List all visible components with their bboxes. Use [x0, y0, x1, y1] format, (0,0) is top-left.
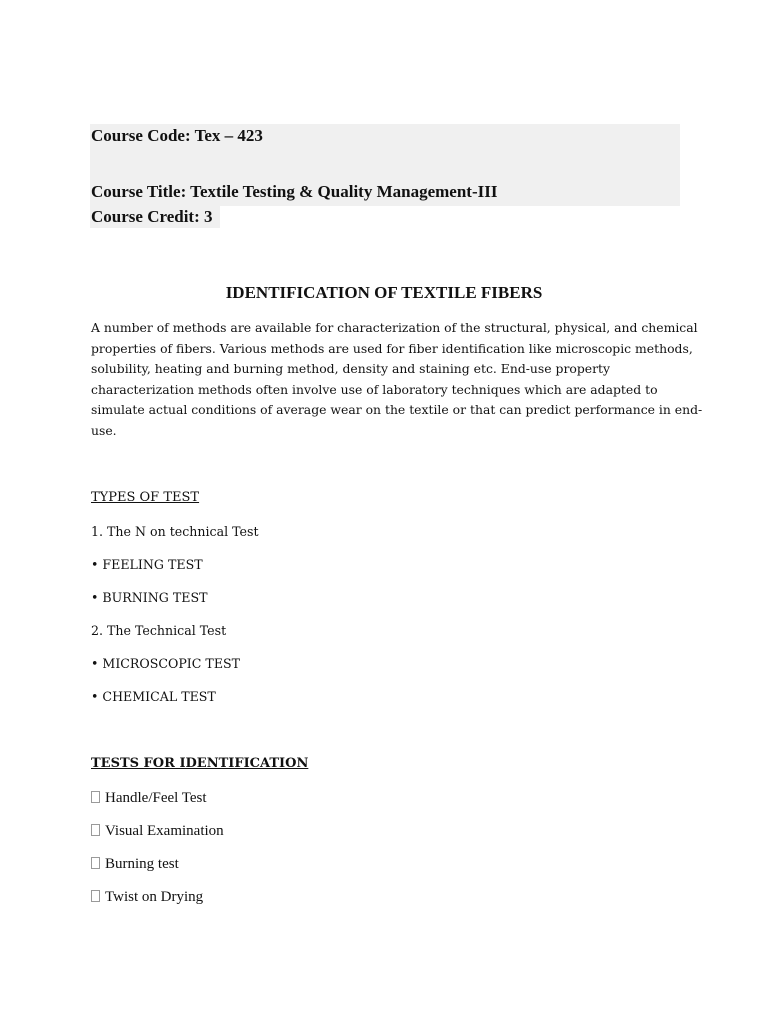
- course-title-line: [91, 182, 497, 202]
- tests-for-identification-heading: TESTS FOR IDENTIFICATION: [91, 756, 309, 771]
- checkbox-glyph-icon: [91, 890, 100, 902]
- identification-list-item: [91, 789, 207, 807]
- types-list-item: • FEELING TEST: [91, 557, 203, 572]
- identification-item-label: Twist on Drying: [105, 889, 204, 905]
- types-list-item: • MICROSCOPIC TEST: [91, 656, 241, 671]
- course-code-value: : Tex – 423: [184, 126, 263, 145]
- main-title: IDENTIFICATION OF TEXTILE FIBERS: [225, 283, 543, 302]
- identification-item-label: Handle/Feel Test: [105, 790, 207, 806]
- types-list-item: • BURNING TEST: [91, 590, 208, 605]
- identification-list-item: [91, 855, 179, 873]
- intro-line: properties of fibers. Various methods are used for fiber identification like microscopic methods,: [91, 340, 693, 356]
- intro-line: use.: [91, 422, 117, 438]
- identification-item-label: Visual Examination: [105, 823, 224, 839]
- identification-list-item: [91, 822, 224, 840]
- identification-list-item: [91, 888, 203, 906]
- types-list-item: 2. The Technical Test: [91, 623, 227, 638]
- intro-line: solubility, heating and burning method, density and staining etc. End-use property: [91, 361, 611, 377]
- course-code-label: Course Code: [91, 126, 185, 145]
- checkbox-glyph-icon: [91, 824, 100, 836]
- course-credit-value: : 3: [194, 207, 213, 226]
- course-code-line: [91, 126, 263, 146]
- course-credit-line: [91, 207, 213, 227]
- intro-paragraph: [91, 318, 703, 442]
- checkbox-glyph-icon: [91, 857, 100, 869]
- identification-item-label: Burning test: [105, 856, 179, 872]
- intro-line: simulate actual conditions of average wear on the textile or that can predict performance in end-: [91, 402, 703, 418]
- intro-line: A number of methods are available for characterization of the structural, physical, and chemical: [91, 320, 698, 335]
- course-credit-label: Course Credit: [91, 207, 195, 226]
- checkbox-glyph-icon: [91, 791, 100, 803]
- types-list-item: • CHEMICAL TEST: [91, 689, 216, 704]
- types-list-item: 1. The N on technical Test: [91, 524, 259, 539]
- course-title-value: : Textile Testing & Quality Management-III: [180, 182, 498, 201]
- types-of-test-heading: TYPES OF TEST: [91, 490, 200, 505]
- course-title-label: Course Title: [91, 182, 181, 201]
- intro-line: characterization methods often involve use of laboratory techniques which are adapted to: [91, 381, 658, 397]
